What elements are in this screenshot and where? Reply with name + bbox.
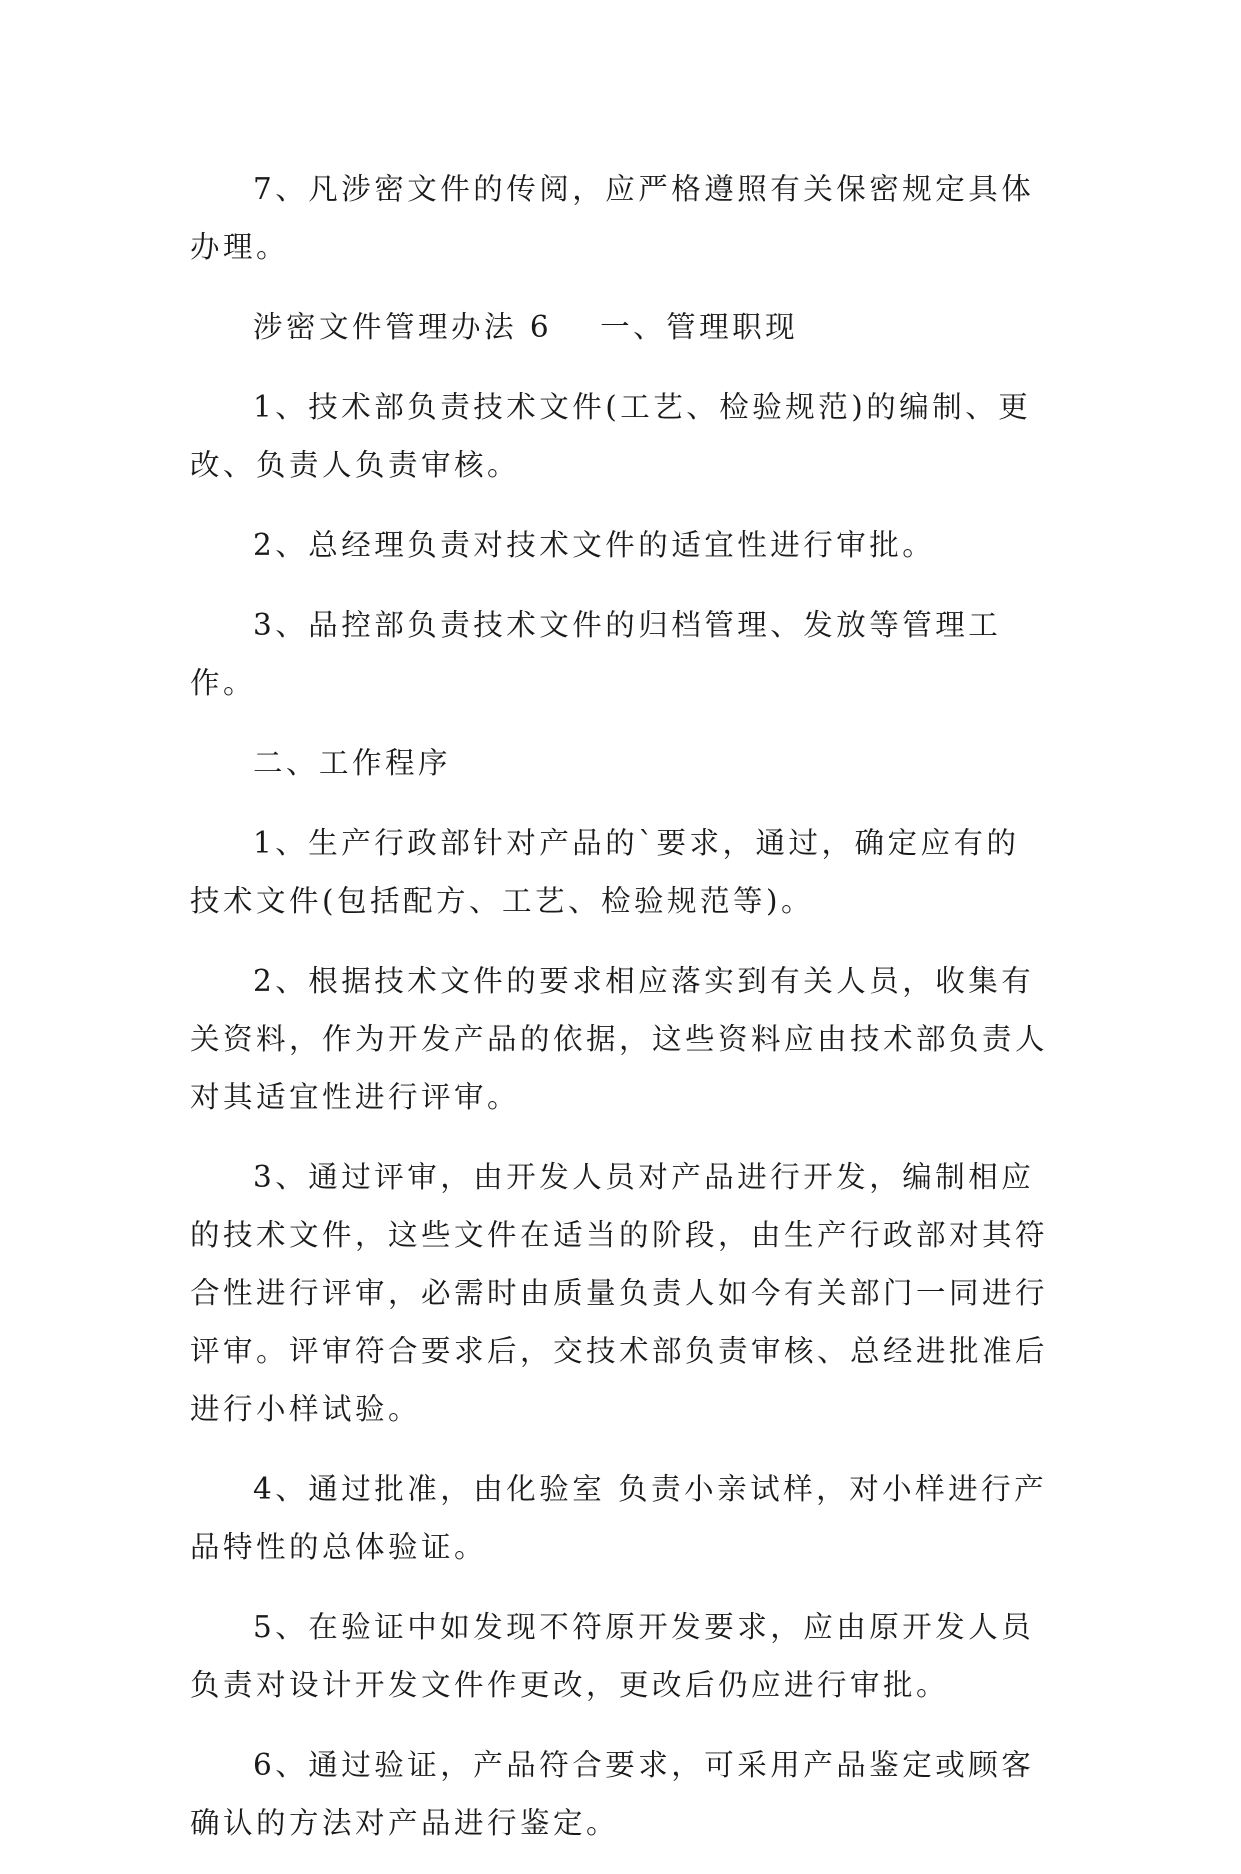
section-heading <box>190 298 1050 356</box>
paragraph-duty-3: 3、品控部负责技术文件的归档管理、发放等管理工作。 <box>190 608 1002 700</box>
paragraph-procedure-4: 4、通过批准，由化验室 负责小亲试样，对小样进行产品特性的总体验证。 <box>190 1472 1048 1564</box>
paragraph-duty-1: 1、技术部负责技术文件(工艺、检验规范)的编制、更改、负责人负责审核。 <box>190 390 1032 482</box>
paragraph-procedure-5: 5、在验证中如发现不符原开发要求，应由原开发人员负责对设计开发文件作更改，更改后仍应进行审批。 <box>190 1610 1035 1702</box>
paragraph-duty-2: 2、总经理负责对技术文件的适宜性进行审批。 <box>253 528 936 562</box>
section-title-work-procedure: 二、工作程序 <box>253 746 452 780</box>
section-title-management-duties: 一、管理职现 <box>600 310 799 344</box>
paragraph-procedure-6: 6、通过验证，产品符合要求，可采用产品鉴定或顾客确认的方法对产品进行鉴定。 <box>190 1748 1035 1840</box>
paragraph-procedure-3: 3、通过评审，由开发人员对产品进行开发，编制相应的技术文件，这些文件在适当的阶段，由生产行政部对其符合性进行评审，必需时由质量负责人如今有关部门一同进行评审。评审符合要求后，交技术部负责审核、总经进批准后进行小样试验。 <box>190 1160 1049 1426</box>
document-body <box>190 160 1050 1874</box>
paragraph-procedure-1: 1、生产行政部针对产品的`要求，通过，确定应有的技术文件(包括配方、工艺、检验规范等)。 <box>190 826 1020 918</box>
paragraph-procedure-2: 2、根据技术文件的要求相应落实到有关人员，收集有关资料，作为开发产品的依据，这些资料应由技术部负责人对其适宜性进行评审。 <box>190 964 1049 1114</box>
document-title: 涉密文件管理办法 6 <box>253 310 553 344</box>
paragraph-item-7: 7、凡涉密文件的传阅，应严格遵照有关保密规定具体办理。 <box>190 172 1035 264</box>
